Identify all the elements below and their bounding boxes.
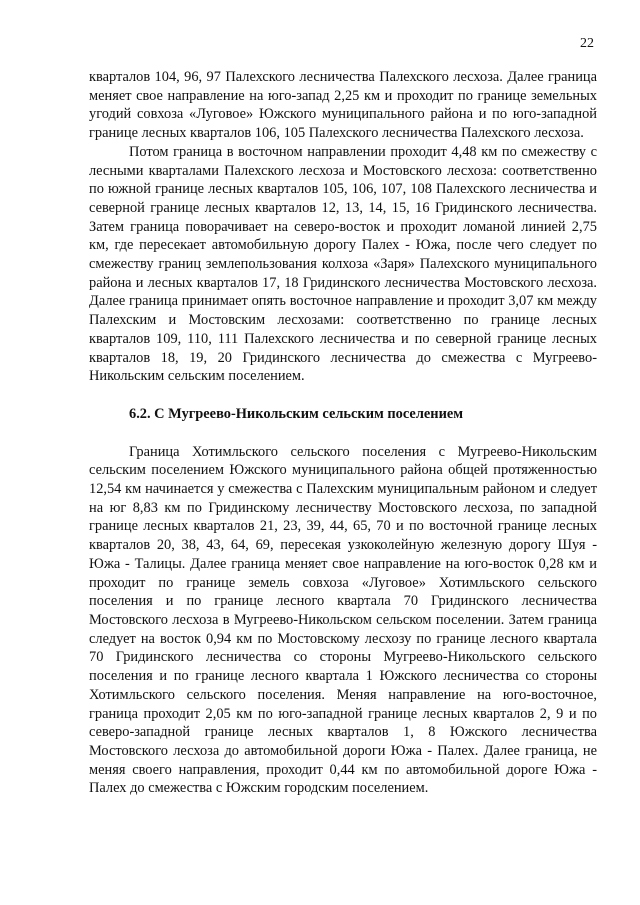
paragraph-east-boundary: Потом граница в восточном направлении проходит 4,48 км по смежеству с лесными кварталами Палехского лесхоза и Мостовского лесхоза: соответственно по южной границе лесных кварталов 105, 106, 107, 108 Палехского лесничества и северной границе лесных кварталов 12, 13, 14, 15, 16 Гридинского лесничества. Затем граница поворачивает на северо-восток и проходит ломаной линией 2,75 км, где пересекает автомобильную дорогу Палех - Южа, после чего следует по смежеству границ землепользования колхоза «Заря» Палехского муниципального района и лесных кварталов 17, 18 Гридинского лесничества Мостовского лесхоза. Далее граница принимает опять восточное направление и проходит 3,07 км между Палехским и Мостовским лесхозами: соответственно по границе лесных кварталов 109, 110, 111 Палехского лесничества и по северной границе лесных кварталов 18, 19, 20 Гридинского лесничества до смежества с Мугреево-Никольским сельским поселением.	[89, 143, 597, 385]
paragraph-mugreevo-boundary: Граница Хотимльского сельского поселения с Мугреево-Никольским сельским поселением Южского муниципального района общей протяженностью 12,54 км начинается у смежества с Палехским муниципальным районом и следует на юг 8,83 км по Гридинскому лесничеству Мостовского лесхоза, по западной границе лесных кварталов 21, 23, 39, 44, 65, 70 и по восточной границе лесных кварталов 20, 38, 43, 64, 69, пересекая узкоколейную железную дорогу Шуя - Южа - Талицы. Далее граница меняет свое направление на юго-восток 0,28 км и проходит по границе земель совхоза «Луговое» Хотимльского сельского поселения и по границе лесного квартала 70 Гридинского лесничества Мостовского лесхоза в Мугреево-Никольском сельском поселении. Затем граница следует на восток 0,94 км по Мостовскому лесхозу по границе лесного квартала 70 Гридинского лесничества со стороны Мугреево-Никольского сельского поселения и по границе лесного квартала 1 Южского лесничества со стороны Хотимльского сельского поселения. Меняя направление на юго-восточное, граница проходит 2,05 км по юго-западной границе лесных кварталов 2, 9 и по северо-западной границе лесных кварталов 1, 8 Южского лесничества Мостовского лесхоза до автомобильной дороги Южа - Палех. Далее граница, не меняя своего направления, проходит 0,44 км по автомобильной дороге Южа - Палех до смежества с Южским городским поселением.	[89, 443, 597, 797]
paragraph-continuation: кварталов 104, 96, 97 Палехского лесничества Палехского лесхоза. Далее граница меняет свое направление на юго-запад 2,25 км и проходит по границе земельных угодий совхоза «Луговое» Южского муниципального района и по юго-западной границе лесных кварталов 106, 105 Палехского лесничества Палехского лесхоза.	[89, 69, 597, 142]
document-body	[89, 68, 597, 798]
section-heading: 6.2. С Мугреево-Никольским сельским поселением	[129, 405, 464, 422]
page-number: 22	[580, 36, 594, 51]
